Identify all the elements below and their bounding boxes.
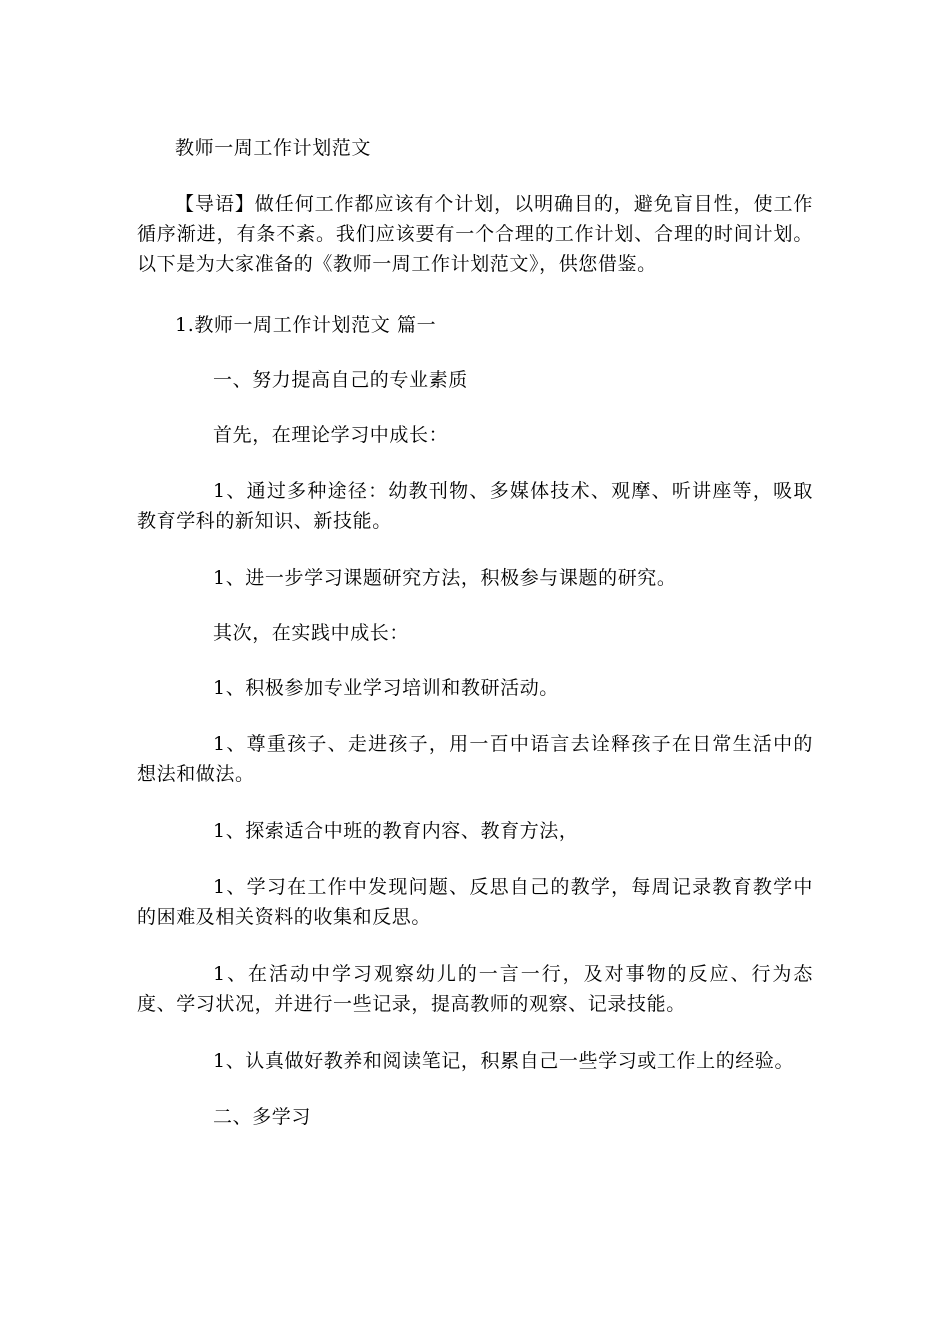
subheading-improve-professional-quality: 一、努力提高自己的专业素质 — [213, 369, 468, 391]
list-item: 1、在活动中学习观察幼儿的一言一行，及对事物的反应、行为态度、学习状况，并进行一些记录，提高教师的观察、记录技能。 — [137, 963, 813, 1015]
paragraph-practice: 其次，在实践中成长： — [213, 622, 410, 644]
paragraph-theory-learning: 首先，在理论学习中成长： — [213, 424, 449, 446]
document-title: 教师一周工作计划范文 — [175, 137, 372, 159]
section-heading: 1.教师一周工作计划范文 篇一 — [175, 314, 437, 336]
list-item: 1、进一步学习课题研究方法，积极参与课题的研究。 — [213, 567, 677, 589]
list-item: 1、积极参加专业学习培训和教研活动。 — [213, 677, 559, 699]
subheading-learn-more: 二、多学习 — [213, 1106, 312, 1128]
list-item: 1、学习在工作中发现问题、反思自己的教学，每周记录教育教学中的困难及相关资料的收集和反思。 — [137, 876, 813, 928]
intro-paragraph: 【导语】做任何工作都应该有个计划，以明确目的，避免盲目性，使工作循序渐进，有条不紊。我们应该要有一个合理的工作计划、合理的时间计划。以下是为大家准备的《教师一周工作计划范文》，供您借鉴。 — [137, 193, 813, 275]
list-item: 1、通过多种途径：幼教刊物、多媒体技术、观摩、听讲座等，吸取教育学科的新知识、新技能。 — [137, 480, 813, 532]
list-item: 1、探索适合中班的教育内容、教育方法， — [213, 820, 579, 842]
list-item: 1、认真做好教养和阅读笔记，积累自己一些学习或工作上的经验。 — [213, 1050, 795, 1072]
list-item: 1、尊重孩子、走进孩子，用一百中语言去诠释孩子在日常生活中的想法和做法。 — [137, 733, 813, 785]
